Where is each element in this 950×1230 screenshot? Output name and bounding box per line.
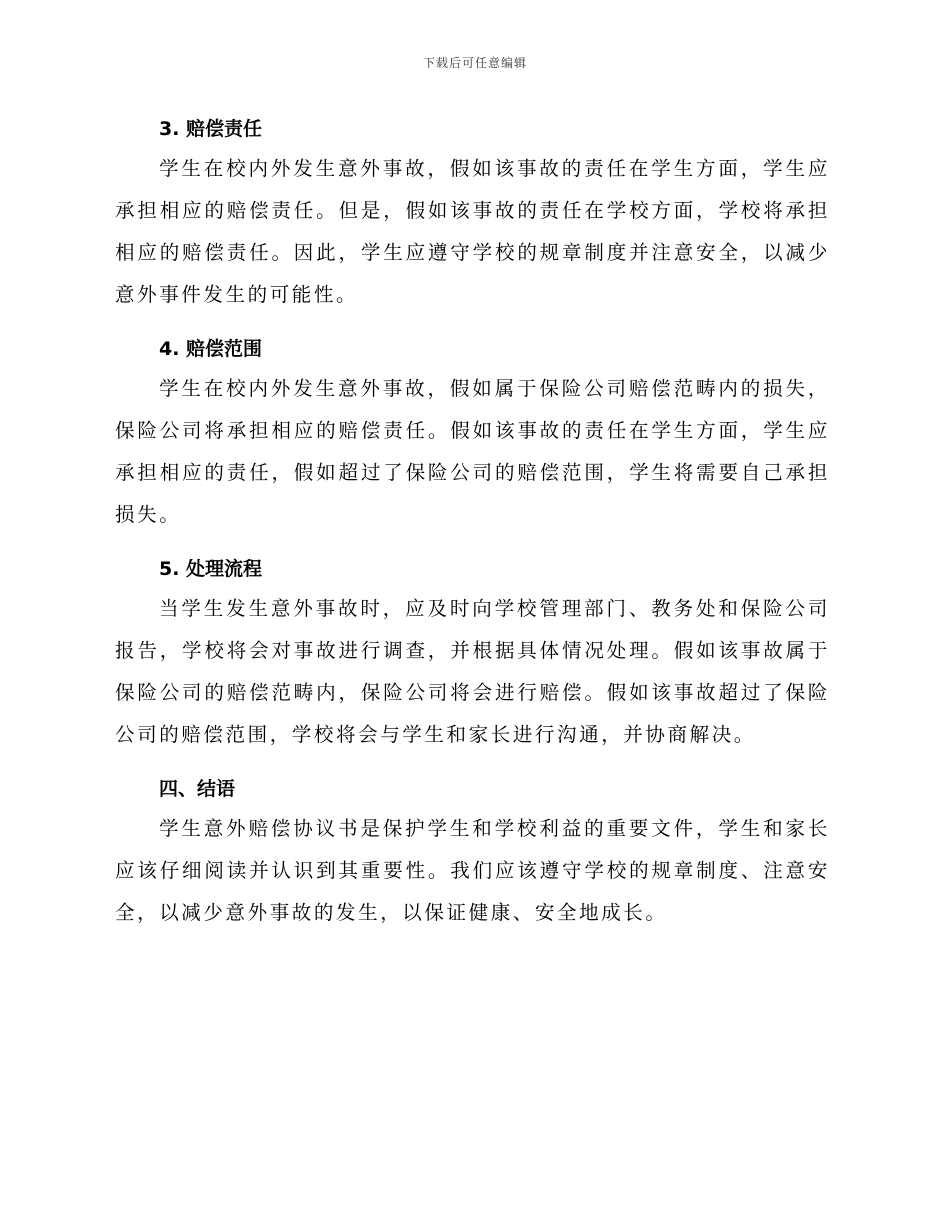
section-paragraph-compensation-liability: 学生在校内外发生意外事故，假如该事故的责任在学生方面，学生应承担相应的赔偿责任。但是，假如该事故的责任在学校方面，学校将承担相应的赔偿责任。因此，学生应遵守学校的规章制度并注意安全，以减少意外事件发生的可能性。 [115,157,830,306]
section-heading-handling-process: 5. 处理流程 [159,558,263,580]
section-paragraph-compensation-scope: 学生在校内外发生意外事故，假如属于保险公司赔偿范畴内的损失，保险公司将承担相应的赔偿责任。假如该事故的责任在学生方面，学生应承担相应的责任，假如超过了保险公司的赔偿范围，学生将需要自己承担损失。 [115,377,830,526]
section-heading-compensation-scope: 4. 赔偿范围 [159,338,263,360]
section-heading-conclusion: 四、结语 [159,778,236,800]
section-paragraph-conclusion: 学生意外赔偿协议书是保护学生和学校利益的重要文件，学生和家长应该仔细阅读并认识到其重要性。我们应该遵守学校的规章制度、注意安全，以减少意外事故的发生，以保证健康、安全地成长。 [115,817,830,924]
document-body [115,110,830,948]
section-paragraph-handling-process: 当学生发生意外事故时，应及时向学校管理部门、教务处和保险公司报告，学校将会对事故进行调查，并根据具体情况处理。假如该事故属于保险公司的赔偿范畴内，保险公司将会进行赔偿。假如该事故超过了保险公司的赔偿范围，学校将会与学生和家长进行沟通，并协商解决。 [115,597,830,746]
page-header: 下载后可任意编辑 [422,56,527,70]
section-heading-compensation-liability: 3. 赔偿责任 [159,118,263,140]
